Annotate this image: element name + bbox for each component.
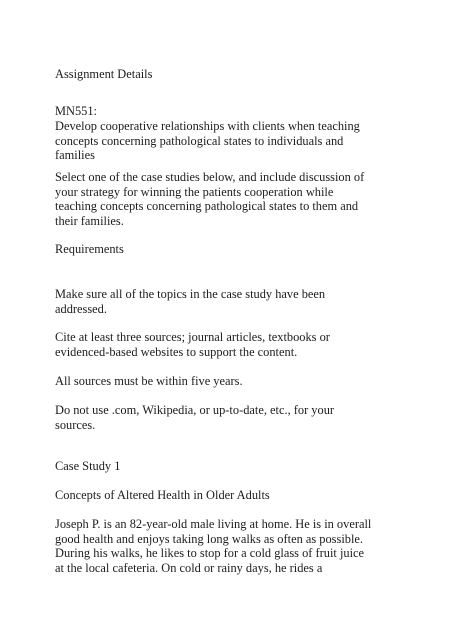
requirements-heading: Requirements xyxy=(55,242,124,256)
assignment-heading: Assignment Details xyxy=(55,67,153,81)
course-code: MN551: xyxy=(55,104,97,118)
requirement-exclusions: Do not use .com, Wikipedia, or up-to-date, etc., for your sources. xyxy=(55,403,335,432)
requirement-recency: All sources must be within five years. xyxy=(55,374,243,388)
requirement-topics: Make sure all of the topics in the case study have been addressed. xyxy=(55,287,326,316)
case-study-body: Joseph P. is an 82-year-old male living at home. He is in overall good health and enjoys taking long walks as often as possible. During his walks, he likes to stop for a cold glass of fruit juice at the local cafeteria. On cold or rainy days, he rides a xyxy=(55,517,372,575)
course-objective: Develop cooperative relationships with clients when teaching concepts concerning pathological states to individuals and families xyxy=(55,119,360,163)
assignment-instructions: Select one of the case studies below, and include discussion of your strategy for winning the patients cooperation while teaching concepts concerning pathological states to them and their families. xyxy=(55,170,365,228)
requirement-sources: Cite at least three sources; journal articles, textbooks or evidenced-based websites to support the content. xyxy=(55,330,330,359)
case-study-title: Concepts of Altered Health in Older Adults xyxy=(55,488,270,502)
case-study-heading: Case Study 1 xyxy=(55,459,121,473)
